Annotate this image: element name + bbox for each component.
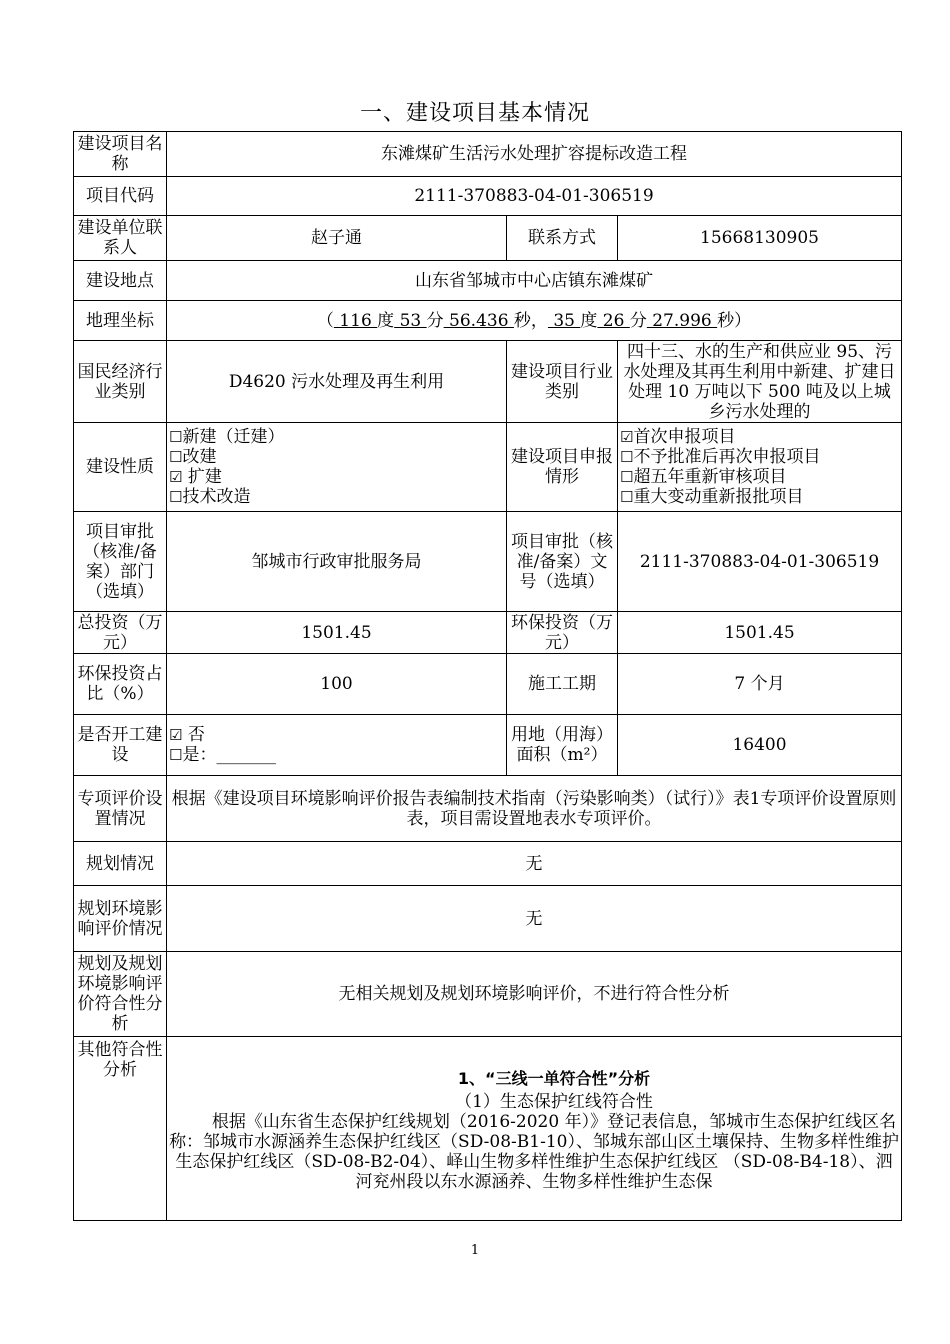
nature-options	[167, 423, 507, 512]
label-land-area-line2: 面积（m²）	[516, 745, 608, 765]
checkbox-unchecked-icon[interactable]: ☐	[620, 448, 634, 466]
analysis-paragraph: 根据《山东省生态保护红线规划（2016-2020 年）》登记表信息，邹城市生态保护红线区名称：邹城市水源涵养生态保护红线区（SD-08-B1-10）、邹城东部山区土壤保持、生物多样性维护生态保护红线区（SD-08-B2-04）、峄山生物多样性维护生态保护红线区 （SD-08-B4-18）、泗河兖州段以东水源涵养、生物多样性维护生态保	[169, 1111, 899, 1192]
coord-lng-min: 53	[394, 310, 427, 331]
coord-unit: 度	[377, 310, 395, 331]
analysis-heading: 1、“三线一单符合性”分析	[457, 1068, 651, 1088]
row-ratio	[74, 654, 902, 715]
label-industry: 国民经济行业类别	[74, 341, 167, 423]
label-special-eval: 专项评价设置情况	[74, 776, 167, 842]
value-env-ratio: 100	[167, 654, 507, 715]
label-env-investment: 环保投资（万元）	[507, 612, 618, 654]
value-planning-eia: 无	[167, 886, 902, 952]
coord-lat-sec: 27.996	[646, 310, 718, 331]
coord-unit: 秒）	[717, 310, 752, 331]
label-location: 建设地点	[74, 261, 167, 301]
label-env-ratio: 环保投资占比（%）	[74, 654, 167, 715]
label-project-code: 项目代码	[74, 177, 167, 216]
label-filing-situation: 建设项目申报情形	[507, 423, 618, 512]
value-project-code: 2111-370883-04-01-306519	[167, 177, 902, 216]
label-industry-category: 建设项目行业类别	[507, 341, 618, 423]
option-label: 否	[182, 725, 205, 745]
label-phone: 联系方式	[507, 216, 618, 261]
option-label: 扩建	[182, 467, 222, 487]
value-approval-number: 2111-370883-04-01-306519	[618, 512, 902, 612]
label-contact: 建设单位联系人	[74, 216, 167, 261]
option-first-filing[interactable]	[620, 427, 899, 447]
row-coords	[74, 301, 902, 341]
row-nature	[74, 423, 902, 512]
checkbox-unchecked-icon[interactable]: ☐	[169, 428, 183, 446]
checkbox-unchecked-icon[interactable]: ☐	[169, 488, 183, 506]
value-land-area: 16400	[618, 715, 902, 776]
checkbox-checked-icon[interactable]: ☑	[169, 468, 183, 486]
checkbox-unchecked-icon[interactable]: ☐	[169, 746, 183, 764]
option-label: 不予批准后再次申报项目	[633, 447, 821, 467]
value-special-eval: 根据《建设项目环境影响评价报告表编制技术指南（污染影响类）（试行）》表1专项评价设置原则表，项目需设置地表水专项评价。	[167, 776, 902, 842]
option-label: 首次申报项目	[633, 427, 736, 447]
coord-lat-min: 26	[597, 310, 630, 331]
label-land-area	[507, 715, 618, 776]
label-planning: 规划情况	[74, 842, 167, 886]
row-industry	[74, 341, 902, 423]
coord-lng-deg: 116	[333, 310, 378, 331]
row-approval	[74, 512, 902, 612]
label-approval-number: 项目审批（核准/备案）文号（选填）	[507, 512, 618, 612]
other-analysis-content	[167, 1037, 902, 1221]
value-industry: D4620 污水处理及再生利用	[167, 341, 507, 423]
option-label: 是：	[182, 745, 217, 765]
label-land-area-line1: 用地（用海）	[511, 725, 613, 745]
row-special-eval	[74, 776, 902, 842]
value-planning-conformity: 无相关规划及规划环境影响评价，不进行符合性分析	[167, 952, 902, 1037]
filing-options	[618, 423, 902, 512]
option-label: 超五年重新审核项目	[633, 467, 787, 487]
option-label: 改建	[182, 447, 217, 467]
page-number: 1	[470, 1243, 480, 1258]
label-coords: 地理坐标	[74, 301, 167, 341]
value-total-investment: 1501.45	[167, 612, 507, 654]
coord-unit: 度	[580, 310, 598, 331]
checkbox-unchecked-icon[interactable]: ☐	[620, 468, 634, 486]
option-expand[interactable]	[169, 467, 504, 487]
value-construction-period: 7 个月	[618, 654, 902, 715]
option-rebuild[interactable]	[169, 447, 504, 467]
coord-unit: 分	[629, 310, 647, 331]
project-info-table	[73, 131, 902, 1221]
label-started: 是否开工建设	[74, 715, 167, 776]
label-project-name: 建设项目名称	[74, 132, 167, 177]
coord-lat-deg: 35	[547, 310, 581, 331]
option-refiling[interactable]	[620, 447, 899, 467]
value-planning: 无	[167, 842, 902, 886]
label-approval-dept: 项目审批（核准/备案）部门（选填）	[74, 512, 167, 612]
option-major-change[interactable]	[620, 487, 899, 507]
value-contact: 赵子通	[167, 216, 507, 261]
row-started	[74, 715, 902, 776]
coord-unit: 分	[426, 310, 444, 331]
row-location	[74, 261, 902, 301]
checkbox-checked-icon[interactable]: ☑	[169, 726, 183, 744]
value-env-investment: 1501.45	[618, 612, 902, 654]
label-total-investment: 总投资（万元）	[74, 612, 167, 654]
checkbox-unchecked-icon[interactable]: ☐	[169, 448, 183, 466]
option-tech-upgrade[interactable]	[169, 487, 504, 507]
row-contact	[74, 216, 902, 261]
coord-open: （	[316, 310, 334, 331]
checkbox-unchecked-icon[interactable]: ☐	[620, 488, 634, 506]
label-other-analysis: 其他符合性分析	[74, 1037, 167, 1221]
coord-lng-sec: 56.436	[443, 310, 514, 331]
blank-line[interactable]: _______	[216, 745, 276, 765]
row-project-name	[74, 132, 902, 177]
label-planning-eia: 规划环境影响评价情况	[74, 886, 167, 952]
analysis-subheading: （1）生态保护红线符合性	[455, 1091, 653, 1112]
row-other-analysis	[74, 1037, 902, 1221]
option-label: 重大变动重新报批项目	[633, 487, 804, 507]
row-planning	[74, 842, 902, 886]
option-label: 技术改造	[182, 487, 251, 507]
option-label: 新建（迁建）	[182, 427, 285, 447]
value-project-name: 东滩煤矿生活污水处理扩容提标改造工程	[167, 132, 902, 177]
option-started[interactable]	[169, 745, 504, 765]
value-approval-dept: 邹城市行政审批服务局	[167, 512, 507, 612]
label-nature: 建设性质	[74, 423, 167, 512]
row-planning-conformity	[74, 952, 902, 1037]
value-location: 山东省邹城市中心店镇东滩煤矿	[167, 261, 902, 301]
value-coords	[167, 301, 902, 341]
label-construction-period: 施工工期	[507, 654, 618, 715]
started-options	[167, 715, 507, 776]
value-industry-category: 四十三、水的生产和供应业 95、污水处理及其再生利用中新建、扩建日处理 10 万吨以下 500 吨及以上城乡污水处理的	[618, 341, 902, 423]
row-planning-eia	[74, 886, 902, 952]
row-investment	[74, 612, 902, 654]
value-phone: 15668130905	[618, 216, 902, 261]
label-planning-conformity: 规划及规划环境影响评价符合性分析	[74, 952, 167, 1037]
checkbox-checked-icon[interactable]: ☑	[620, 428, 634, 446]
page-title: 一、建设项目基本情况	[359, 101, 590, 126]
row-project-code	[74, 177, 902, 216]
option-not-started[interactable]	[169, 725, 504, 745]
option-new-build[interactable]	[169, 427, 504, 447]
option-five-year-review[interactable]	[620, 467, 899, 487]
coord-unit: 秒，	[513, 310, 548, 331]
